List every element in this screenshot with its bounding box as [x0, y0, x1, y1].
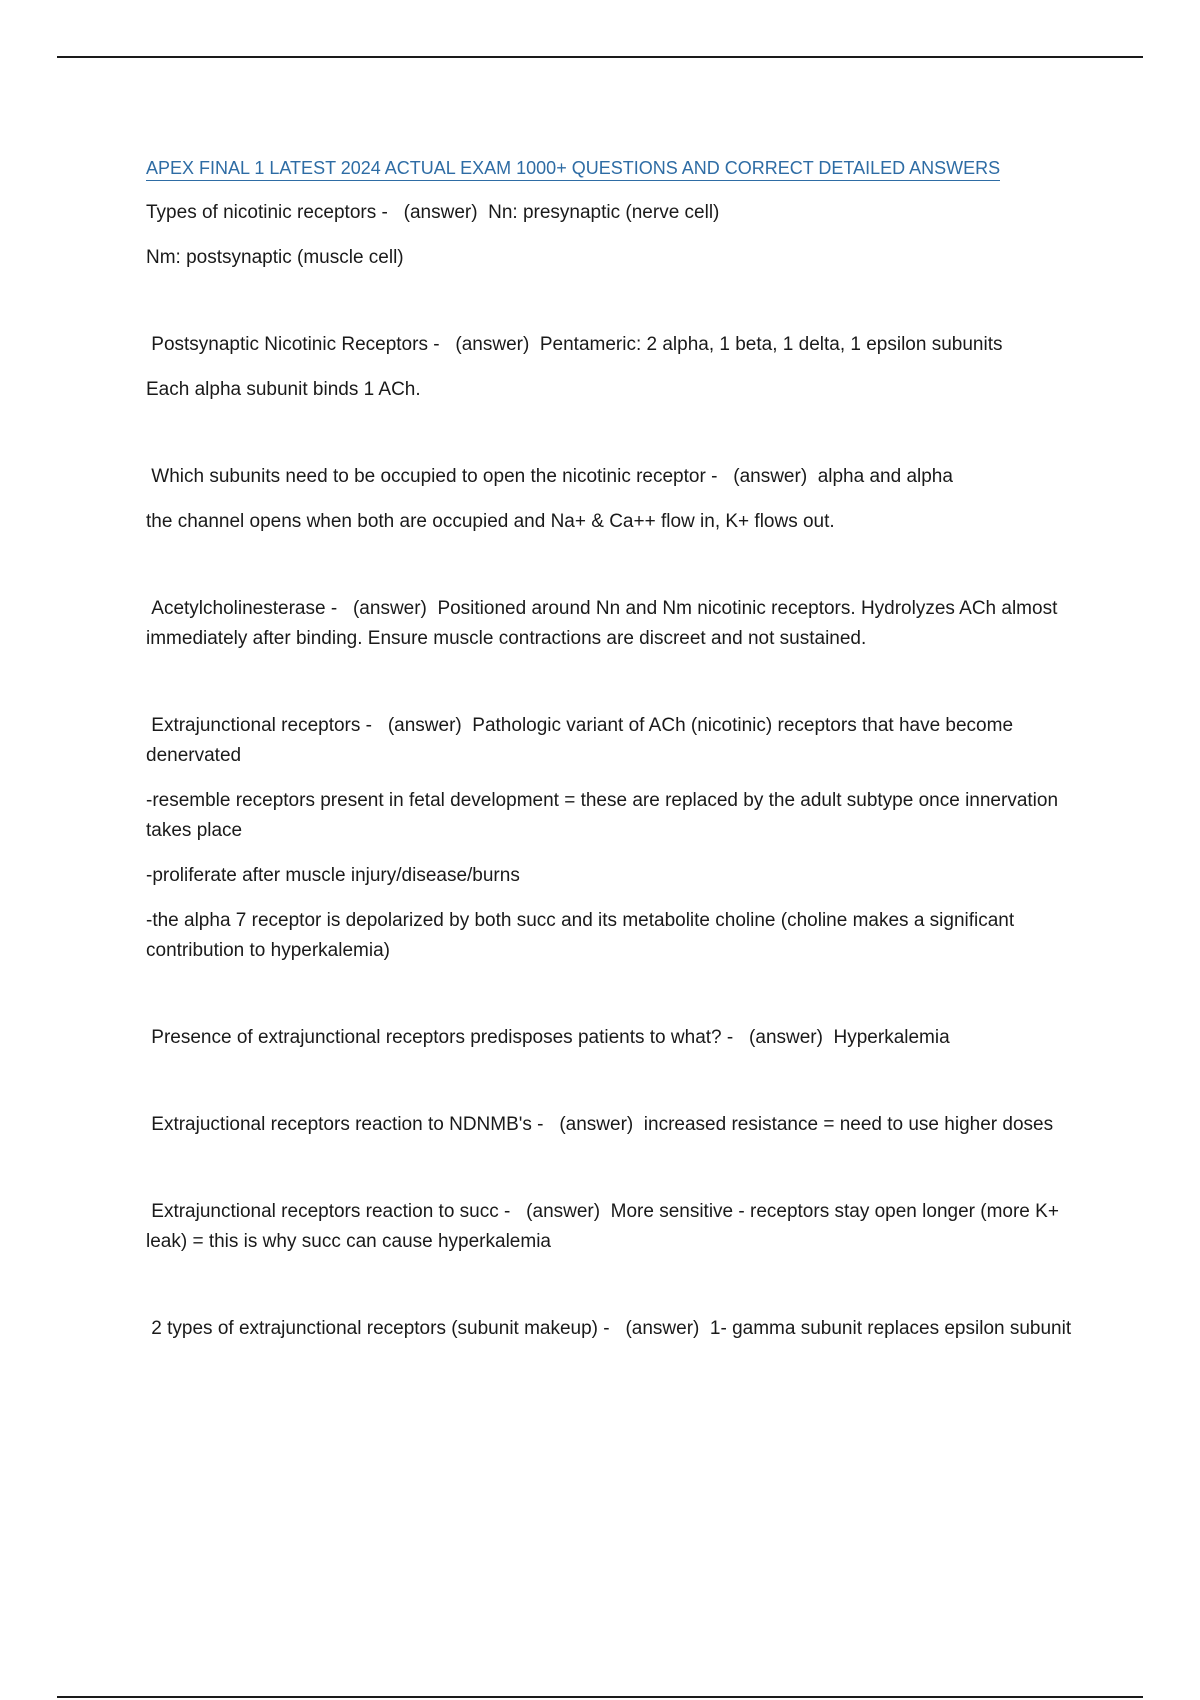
qa-item [146, 198, 1101, 273]
qa-item [146, 594, 1101, 654]
qa-line: the channel opens when both are occupied and Na+ & Ca++ flow in, K+ flows out. [146, 511, 835, 532]
qa-line: Nm: postsynaptic (muscle cell) [146, 247, 404, 268]
qa-line: Which subunits need to be occupied to open the nicotinic receptor - (answer) alpha and alpha [146, 466, 953, 487]
footer-rule [57, 1696, 1143, 1698]
qa-item [146, 711, 1101, 966]
qa-line: Presence of extrajunctional receptors predisposes patients to what? - (answer) Hyperkalemia [146, 1027, 950, 1048]
qa-item [146, 1110, 1101, 1140]
header-rule [57, 56, 1143, 58]
qa-line: -the alpha 7 receptor is depolarized by both succ and its metabolite choline (choline makes a significant contribution to hyperkalemia) [146, 910, 1015, 961]
qa-item [146, 1023, 1101, 1053]
qa-item [146, 1197, 1101, 1257]
qa-line: Types of nicotinic receptors - (answer) Nn: presynaptic (nerve cell) [146, 202, 720, 223]
qa-item [146, 462, 1101, 537]
qa-line: Extrajuctional receptors reaction to NDNMB's - (answer) increased resistance = need to use higher doses [146, 1114, 1054, 1135]
qa-line: Acetylcholinesterase - (answer) Positioned around Nn and Nm nicotinic receptors. Hydrolyzes ACh almost immediately after binding. Ensure muscle contractions are discreet and not sustained. [146, 598, 1063, 649]
document-body [146, 154, 1101, 1401]
qa-line: Extrajunctional receptors reaction to succ - (answer) More sensitive - receptors stay open longer (more K+ leak) = this is why succ can cause hyperkalemia [146, 1201, 1065, 1252]
qa-line: 2 types of extrajunctional receptors (subunit makeup) - (answer) 1- gamma subunit replaces epsilon subunit [146, 1318, 1072, 1339]
qa-line: Extrajunctional receptors - (answer) Pathologic variant of ACh (nicotinic) receptors that have become denervated [146, 715, 1019, 766]
qa-line: Each alpha subunit binds 1 ACh. [146, 379, 421, 400]
qa-item [146, 1314, 1101, 1344]
qa-line: -proliferate after muscle injury/disease/burns [146, 865, 520, 886]
document-title: APEX FINAL 1 LATEST 2024 ACTUAL EXAM 1000+ QUESTIONS AND CORRECT DETAILED ANSWERS [146, 157, 1000, 181]
qa-item [146, 330, 1101, 405]
qa-line: -resemble receptors present in fetal development = these are replaced by the adult subtype once innervation takes place [146, 790, 1059, 841]
qa-line: Postsynaptic Nicotinic Receptors - (answer) Pentameric: 2 alpha, 1 beta, 1 delta, 1 epsilon subunits [146, 334, 1003, 355]
